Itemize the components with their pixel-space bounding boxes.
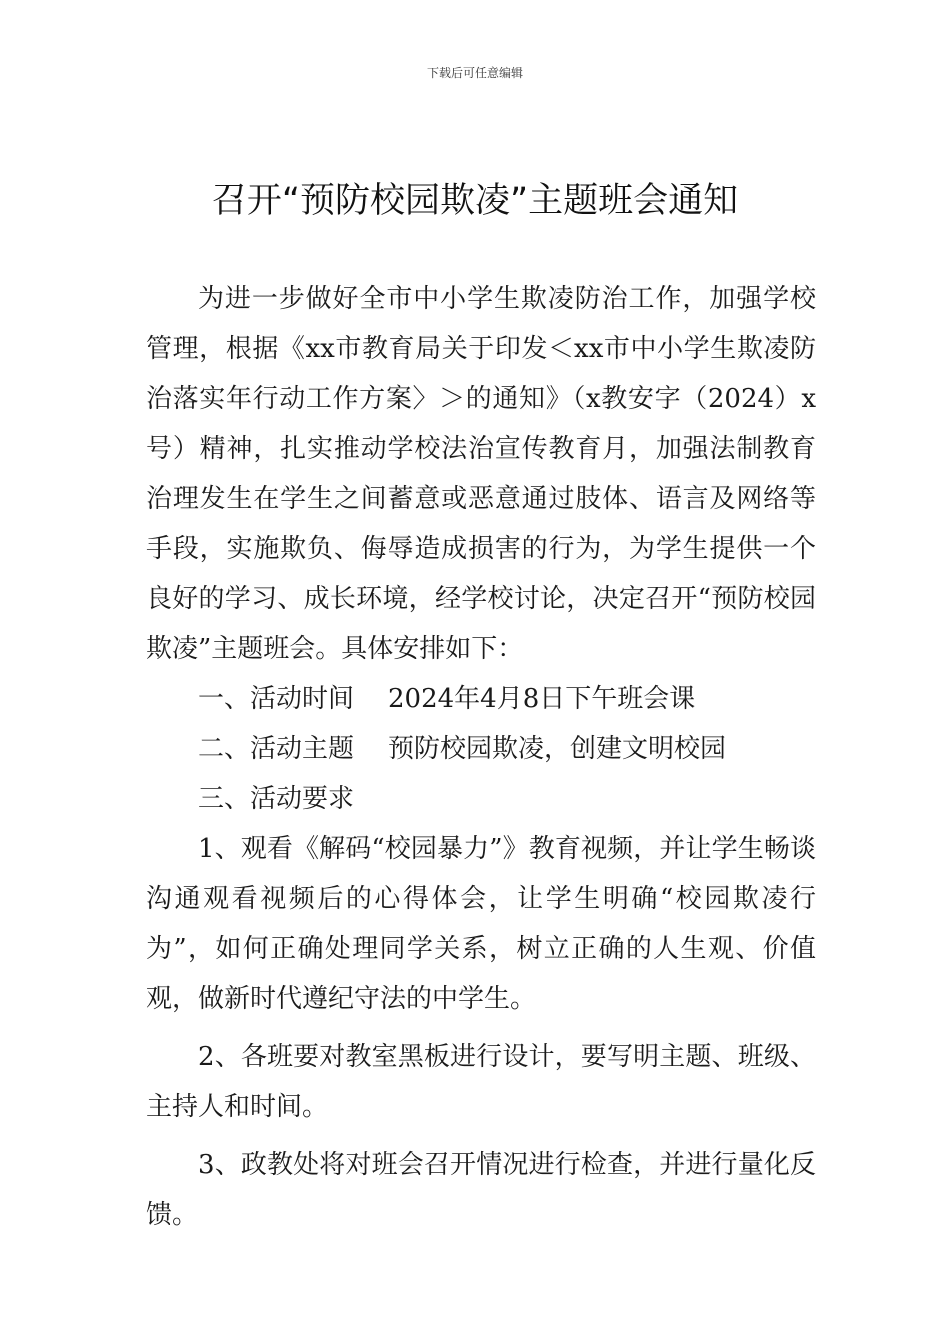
requirement-item-1: 1、观看《解码“校园暴力”》教育视频，并让学生畅谈沟通观看视频后的心得体会，让学生明确“校园欺凌行为”，如何正确处理同学关系，树立正确的人生观、价值观，做新时代遵纪守法的中学生。 [146, 834, 816, 1014]
header-note: 下载后可任意编辑 [426, 66, 523, 80]
activity-theme-line [146, 724, 816, 774]
intro-paragraph: 为进一步做好全市中小学生欺凌防治工作，加强学校管理，根据《xx市教育局关于印发＜xx市中小学生欺凌防治落实年行动工作方案〉＞的通知》（x教安字（2024）x号）精神，扎实推动学校法治宣传教育月，加强法制教育治理发生在学生之间蓄意或恶意通过肢体、语言及网络等手段，实施欺负、侮辱造成损害的行为，为学生提供一个良好的学习、成长环境，经学校讨论，决定召开“预防校园欺凌”主题班会。具体安排如下： [146, 284, 816, 664]
document-title: 召开“预防校园欺凌”主题班会通知 [211, 181, 739, 221]
requirement-item-3: 3、政教处将对班会召开情况进行检查，并进行量化反馈。 [146, 1150, 816, 1230]
activity-theme-value: 预防校园欺凌，创建文明校园 [388, 734, 727, 764]
activity-time-value: 2024年4月8日下午班会课 [388, 684, 696, 714]
requirement-item-2: 2、各班要对教室黑板进行设计，要写明主题、班级、主持人和时间。 [146, 1042, 816, 1122]
activity-requirements-heading: 三、活动要求 [198, 784, 355, 814]
activity-theme-label: 二、活动主题 [198, 734, 355, 764]
activity-time-label: 一、活动时间 [198, 684, 355, 714]
activity-time-line [146, 674, 816, 724]
document-body [146, 274, 816, 1240]
